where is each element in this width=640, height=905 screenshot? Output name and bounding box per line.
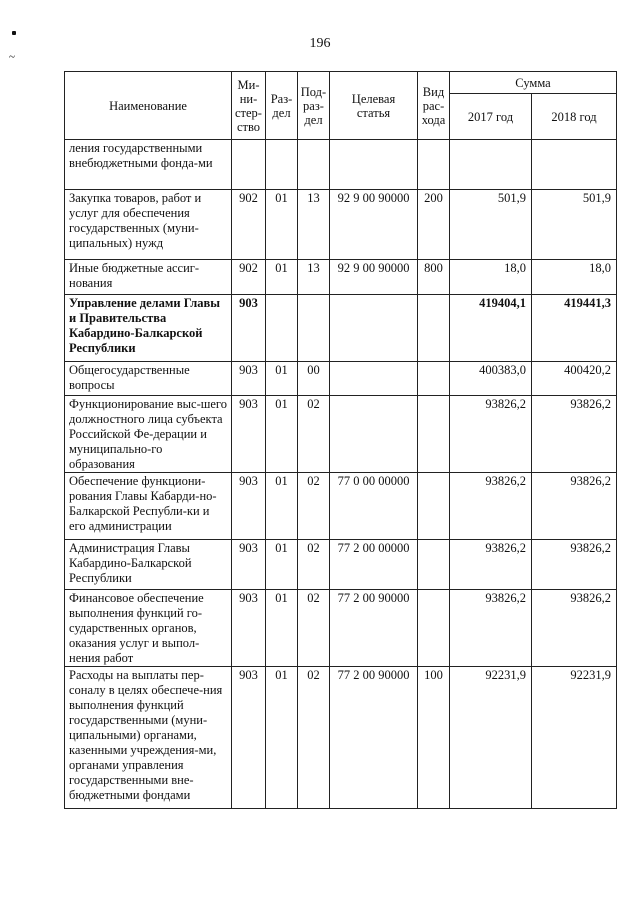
cell-sum-2018: 400420,2	[532, 362, 617, 396]
cell-name: ления государственными внебюджетными фонда-ми	[65, 140, 232, 190]
table-row	[65, 473, 617, 540]
cell-sum-2017: 400383,0	[450, 362, 532, 396]
cell-section: 01	[266, 590, 298, 667]
table-row	[65, 140, 617, 190]
cell-sum-2017: 419404,1	[450, 295, 532, 362]
cell-subsection: 02	[298, 473, 330, 540]
cell-target: 92 9 00 90000	[330, 260, 418, 295]
cell-subsection: 02	[298, 590, 330, 667]
header-target: Целевая статья	[330, 72, 418, 140]
cell-expense-type	[418, 473, 450, 540]
cell-name: Обеспечение функциони-рования Главы Кабарди-но-Балкарской Республи-ки и его администрации	[65, 473, 232, 540]
cell-sum-2018: 93826,2	[532, 473, 617, 540]
cell-ministry: 903	[232, 295, 266, 362]
cell-section: 01	[266, 473, 298, 540]
cell-target: 77 0 00 00000	[330, 473, 418, 540]
cell-expense-type	[418, 540, 450, 590]
scan-mark-tilde: ~	[9, 51, 15, 63]
cell-subsection: 02	[298, 540, 330, 590]
cell-ministry: 903	[232, 667, 266, 809]
cell-name: Иные бюджетные ассиг-нования	[65, 260, 232, 295]
cell-sum-2017: 18,0	[450, 260, 532, 295]
cell-ministry	[232, 140, 266, 190]
cell-ministry: 903	[232, 590, 266, 667]
cell-subsection	[298, 140, 330, 190]
cell-ministry: 902	[232, 260, 266, 295]
cell-ministry: 903	[232, 362, 266, 396]
cell-ministry: 903	[232, 473, 266, 540]
cell-sum-2017: 93826,2	[450, 396, 532, 473]
cell-expense-type	[418, 295, 450, 362]
table-row	[65, 396, 617, 473]
cell-section	[266, 295, 298, 362]
table-row	[65, 362, 617, 396]
cell-section: 01	[266, 362, 298, 396]
cell-sum-2018	[532, 140, 617, 190]
table-row	[65, 295, 617, 362]
cell-target: 77 2 00 90000	[330, 590, 418, 667]
table-row	[65, 540, 617, 590]
cell-target: 77 2 00 00000	[330, 540, 418, 590]
cell-expense-type	[418, 362, 450, 396]
header-subsection: Под- раз- дел	[298, 72, 330, 140]
cell-expense-type: 100	[418, 667, 450, 809]
cell-ministry: 903	[232, 396, 266, 473]
cell-section: 01	[266, 540, 298, 590]
cell-expense-type: 200	[418, 190, 450, 260]
cell-sum-2017: 93826,2	[450, 473, 532, 540]
cell-ministry: 902	[232, 190, 266, 260]
header-expense-type: Вид рас- хода	[418, 72, 450, 140]
header-year-2017: 2017 год	[450, 94, 532, 140]
cell-name: Закупка товаров, работ и услуг для обеспечения государственных (муни-ципальных) нужд	[65, 190, 232, 260]
cell-sum-2017: 93826,2	[450, 590, 532, 667]
cell-target	[330, 295, 418, 362]
cell-subsection: 13	[298, 190, 330, 260]
header-year-2018: 2018 год	[532, 94, 617, 140]
cell-name: Управление делами Главы и Правительства Кабардино-Балкарской Республики	[65, 295, 232, 362]
cell-section: 01	[266, 260, 298, 295]
budget-table-container	[64, 71, 617, 809]
cell-sum-2018: 419441,3	[532, 295, 617, 362]
cell-target: 77 2 00 90000	[330, 667, 418, 809]
page-number: 196	[309, 36, 331, 51]
cell-sum-2018: 93826,2	[532, 540, 617, 590]
cell-subsection	[298, 295, 330, 362]
cell-sum-2017: 93826,2	[450, 540, 532, 590]
cell-sum-2018: 93826,2	[532, 590, 617, 667]
cell-subsection: 13	[298, 260, 330, 295]
table-body	[65, 140, 617, 809]
cell-sum-2018: 92231,9	[532, 667, 617, 809]
header-name: Наименование	[65, 72, 232, 140]
cell-expense-type	[418, 590, 450, 667]
cell-expense-type	[418, 140, 450, 190]
table-row	[65, 260, 617, 295]
header-section: Раз- дел	[266, 72, 298, 140]
header-ministry: Ми- ни- стер- ство	[232, 72, 266, 140]
cell-sum-2017	[450, 140, 532, 190]
cell-name: Финансовое обеспечение выполнения функций го-сударственных органов, оказания услуг и выпол-нения работ	[65, 590, 232, 667]
cell-section: 01	[266, 667, 298, 809]
cell-subsection: 00	[298, 362, 330, 396]
table-row	[65, 590, 617, 667]
cell-subsection: 02	[298, 667, 330, 809]
cell-sum-2017: 501,9	[450, 190, 532, 260]
scan-mark-dot	[12, 31, 16, 35]
cell-name: Администрация Главы Кабардино-Балкарской Республики	[65, 540, 232, 590]
cell-sum-2017: 92231,9	[450, 667, 532, 809]
cell-ministry: 903	[232, 540, 266, 590]
cell-name: Функционирование выс-шего должностного лица субъекта Российской Фе-дерации и муниципально-го образования	[65, 396, 232, 473]
cell-section	[266, 140, 298, 190]
table-row	[65, 667, 617, 809]
cell-section: 01	[266, 396, 298, 473]
cell-section: 01	[266, 190, 298, 260]
cell-name: Общегосударственные вопросы	[65, 362, 232, 396]
cell-sum-2018: 501,9	[532, 190, 617, 260]
cell-sum-2018: 93826,2	[532, 396, 617, 473]
cell-target	[330, 396, 418, 473]
cell-target	[330, 140, 418, 190]
cell-name: Расходы на выплаты пер-соналу в целях обеспече-ния выполнения функций государственными (муни-ципальными) органами, казенными учреждения-ми, органами управления государственными вне-бюджетными фондами	[65, 667, 232, 809]
cell-target: 92 9 00 90000	[330, 190, 418, 260]
cell-subsection: 02	[298, 396, 330, 473]
cell-expense-type: 800	[418, 260, 450, 295]
cell-target	[330, 362, 418, 396]
cell-sum-2018: 18,0	[532, 260, 617, 295]
budget-table	[64, 71, 617, 809]
cell-expense-type	[418, 396, 450, 473]
table-row	[65, 190, 617, 260]
header-sum: Сумма	[450, 72, 617, 94]
